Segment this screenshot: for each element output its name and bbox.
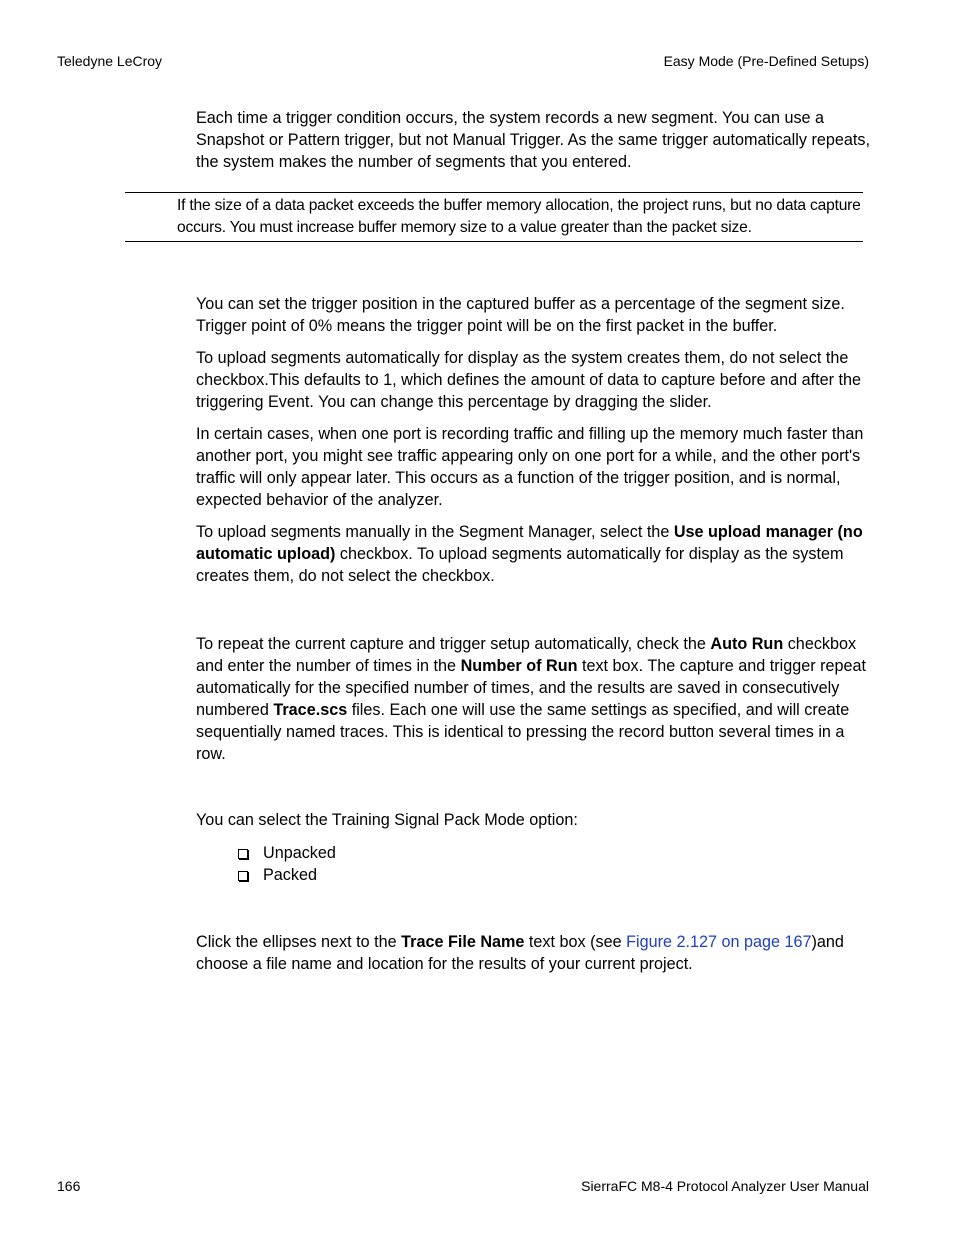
training-block xyxy=(196,809,872,886)
option-label: Unpacked xyxy=(263,844,336,862)
auto-run-paragraph xyxy=(196,633,872,765)
bold-term: Use upload manager (no automatic upload) xyxy=(196,523,863,563)
trace-file-paragraph xyxy=(196,931,872,975)
text-run: To repeat the current capture and trigger setup automatically, check the xyxy=(196,635,711,653)
bold-term: Trace File Name xyxy=(401,933,525,951)
header-section-title: Easy Mode (Pre-Defined Setups) xyxy=(663,53,869,69)
footer-manual-title: SierraFC M8-4 Protocol Analyzer User Manual xyxy=(581,1178,869,1194)
text-run: To upload segments manually in the Segment Manager, select the xyxy=(196,523,674,541)
text-run: )and choose a file name and location for the results of your current project. xyxy=(196,933,844,973)
segment-intro-block xyxy=(196,107,872,173)
trigger-position-paragraph-4 xyxy=(196,521,872,587)
option-label: Packed xyxy=(263,866,317,884)
training-intro: You can select the Training Signal Pack Mode option: xyxy=(196,811,578,829)
text-run: checkbox. To upload segments automatically for display as the system creates them, do not select the checkbox. xyxy=(196,545,844,585)
header-company: Teledyne LeCroy xyxy=(57,53,163,69)
trigger-position-paragraph-3: In certain cases, when one port is recording traffic and filling up the memory much faster than another port, you might see traffic appearing only on one port for a while, and the other port's traffic will only appear later. This occurs as a function of the trigger position, and is normal, expected behavior of the analyzer. xyxy=(196,425,864,509)
bold-term: Auto Run xyxy=(710,635,784,653)
note-text: If the size of a data packet exceeds the buffer memory allocation, the project runs, but no data capture occurs. You must increase buffer memory size to a value greater than the packet size. xyxy=(177,197,861,236)
list-item xyxy=(196,842,872,864)
trigger-position-block xyxy=(196,293,872,587)
training-options-list xyxy=(196,842,872,886)
trace-file-block xyxy=(196,931,872,975)
text-run: text box (see xyxy=(524,933,627,951)
bold-term: Number of Run xyxy=(460,657,578,675)
bold-term: Trace.scs xyxy=(273,701,348,719)
segment-intro-paragraph: Each time a trigger condition occurs, the system records a new segment. You can use a Snapshot or Pattern trigger, but not Manual Trigger. As the same trigger automatically repeats, the system makes the number of segments that you entered. xyxy=(196,109,870,171)
trigger-position-paragraph-1: You can set the trigger position in the captured buffer as a percentage of the segment size. Trigger point of 0% means the trigger point will be on the first packet in the buffer. xyxy=(196,295,845,335)
figure-link[interactable]: Figure 2.127 on page 167 xyxy=(626,933,812,951)
text-run: text box. The capture and trigger repeat automatically for the specified number of times, and the results are saved in consecutively numbered xyxy=(196,657,867,719)
trigger-position-paragraph-2: To upload segments automatically for display as the system creates them, do not select the checkbox.This defaults to 1, which defines the amount of data to capture before and after the triggering Event. You can change this percentage by dragging the slider. xyxy=(196,349,861,411)
checkbox-bullet-icon xyxy=(238,849,248,859)
list-item xyxy=(196,864,872,886)
text-run: checkbox and enter the number of times in the xyxy=(196,635,857,675)
footer-page-number: 166 xyxy=(57,1178,81,1194)
text-run: Click the ellipses next to the xyxy=(196,933,402,951)
note-box xyxy=(125,192,863,242)
checkbox-bullet-icon xyxy=(238,871,248,881)
text-run: files. Each one will use the same settings as specified, and will create sequentially named traces. This is identical to pressing the record button several times in a row. xyxy=(196,701,850,763)
auto-run-block xyxy=(196,633,872,765)
